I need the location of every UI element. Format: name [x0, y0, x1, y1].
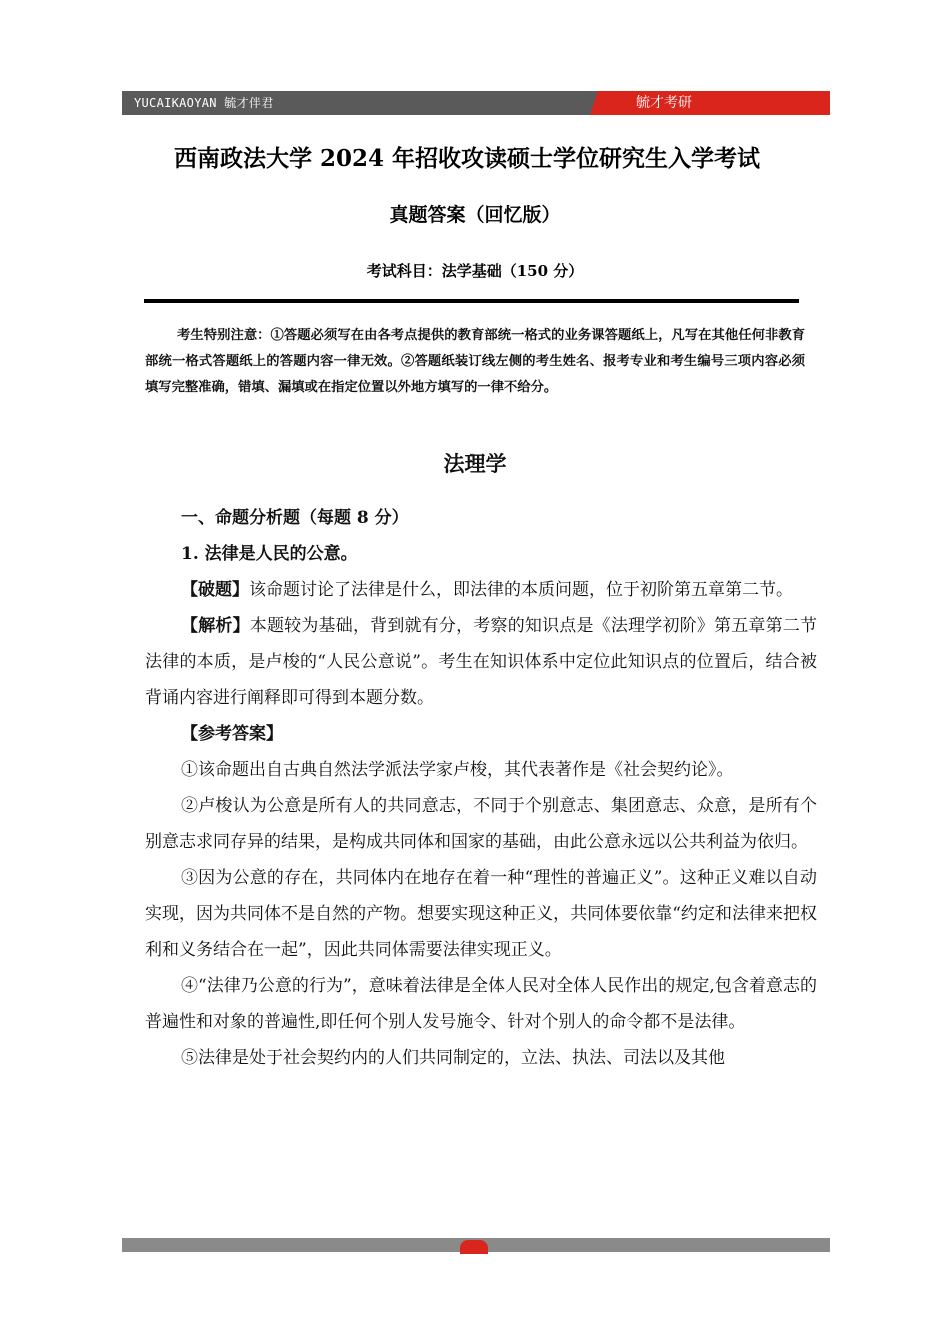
candidate-notice: 考生特别注意：①答题必须写在由各考点提供的教育部统一格式的业务课答题纸上，凡写在其他任何非教育部统一格式答题纸上的答题内容一律无效。②答题纸装订线左侧的考生姓名、报考专业和考生编号三项内容必须填写完整准确，错填、漏填或在指定位置以外地方填写的一律不给分。: [145, 328, 805, 395]
answer-point-1: ①该命题出自古典自然法学派法学家卢梭，其代表著作是《社会契约论》。: [181, 760, 734, 780]
exam-subject: 考试科目：法学基础（150 分）: [366, 262, 584, 280]
header-brand-left: YUCAIKAOYAN 毓才伴君: [134, 96, 274, 110]
title-divider: [144, 299, 799, 303]
poti-text: 该命题讨论了法律是什么，即法律的本质问题，位于初阶第五章第二节。: [249, 580, 793, 600]
jiexi-text: 本题较为基础，背到就有分，考察的知识点是《法理学初阶》第五章第二节法律的本质，是卢梭的“人民公意说”。考生在知识体系中定位此知识点的位置后，结合被背诵内容进行阐释即可得到本题分数。: [145, 616, 818, 708]
answer-point-2: ②卢梭认为公意是所有人的共同意志，不同于个别意志、集团意志、众意，是所有个别意志求同存异的结果，是构成共同体和国家的基础，由此公意永远以公共利益为依归。: [145, 796, 817, 852]
exam-subtitle: 真题答案（回忆版）: [389, 204, 561, 226]
answer-point-3: ③因为公意的存在，共同体内在地存在着一种“理性的普遍正义”。这种正义难以自动实现，因为共同体不是自然的产物。想要实现这种正义，共同体要依靠“约定和法律来把权利和义务结合在一起”，因此共同体需要法律实现正义。: [145, 868, 817, 960]
section-title: 法理学: [443, 451, 507, 476]
answer-label: 【参考答案】: [181, 724, 283, 744]
question-title: 1. 法律是人民的公意。: [181, 544, 358, 564]
jiexi-label: 【解析】: [181, 616, 250, 636]
poti-paragraph: [145, 572, 817, 608]
header-accent: [590, 91, 830, 115]
footer-page-marker: [460, 1240, 488, 1254]
header-brand-right: 毓才考研: [636, 95, 692, 111]
document-body: [145, 500, 817, 1076]
exam-title: 西南政法大学 2024 年招收攻读硕士学位研究生入学考试: [173, 145, 761, 172]
jiexi-paragraph: [145, 608, 817, 716]
poti-label: 【破题】: [181, 580, 249, 600]
part-heading: 一、命题分析题（每题 8 分）: [181, 508, 409, 528]
answer-point-4: ④“法律乃公意的行为”，意味着法律是全体人民对全体人民作出的规定,包含着意志的普遍性和对象的普遍性,即任何个别人发号施令、针对个别人的命令都不是法律。: [145, 976, 817, 1032]
answer-point-5: ⑤法律是处于社会契约内的人们共同制定的，立法、执法、司法以及其他: [181, 1048, 725, 1068]
